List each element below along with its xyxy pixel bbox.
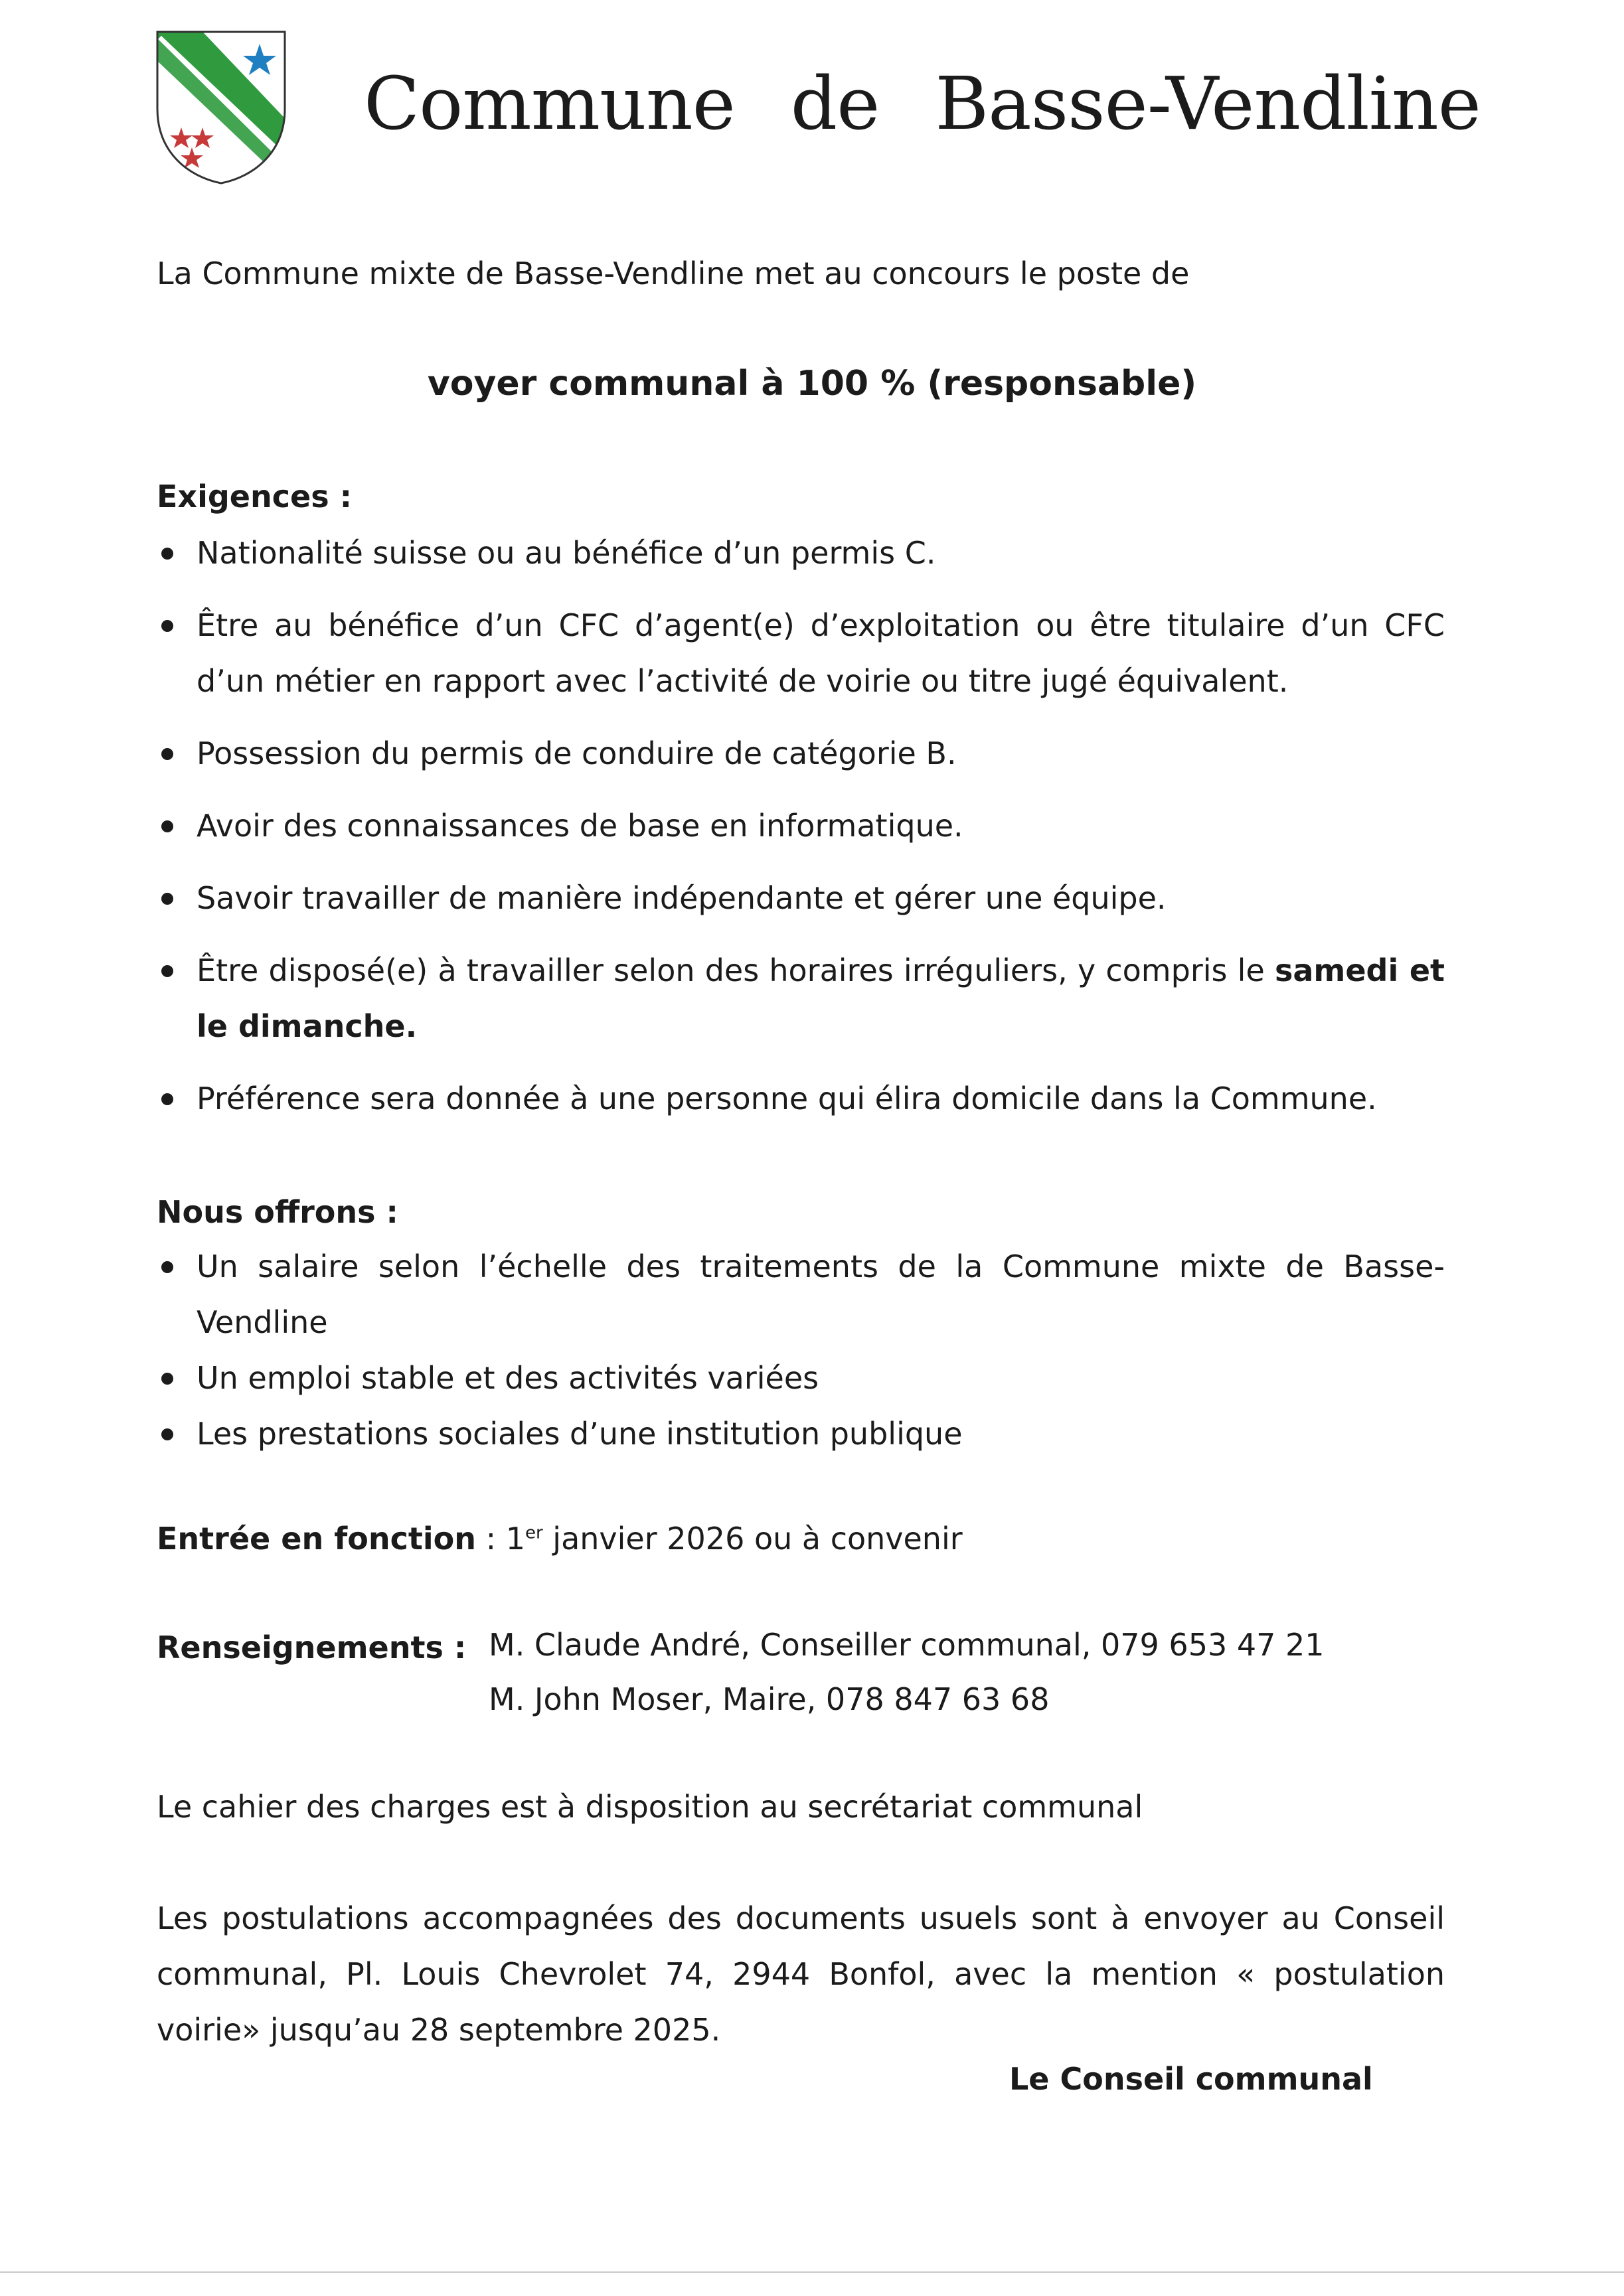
contact-line: M. Claude André, Conseiller communal, 079 653 47 21 — [489, 1627, 1325, 1663]
bullet-icon — [161, 893, 173, 905]
list-item: Les prestations sociales d’une institution publique — [157, 1406, 1445, 1462]
list-item: Préférence sera donnée à une personne qui élira domicile dans la Commune. — [157, 1071, 1445, 1126]
info-label: Renseignements : — [157, 1630, 467, 1665]
list-item: Être au bénéfice d’un CFC d’agent(e) d’exploitation ou être titulaire d’un CFC d’un métier en rapport avec l’activité de voirie ou titre jugé équivalent. — [157, 597, 1445, 709]
specs-note: Le cahier des charges est à disposition au secrétariat communal — [157, 1789, 1143, 1825]
commune-crest — [155, 29, 287, 186]
bullet-icon — [161, 620, 173, 632]
requirements-list — [157, 525, 1445, 1143]
bullet-icon — [161, 1093, 173, 1105]
bullet-icon — [161, 1261, 173, 1273]
bullet-icon — [161, 748, 173, 760]
list-item: Avoir des connaissances de base en informatique. — [157, 798, 1445, 854]
bullet-icon — [161, 548, 173, 560]
list-item: Savoir travailler de manière indépendante et gérer une équipe. — [157, 870, 1445, 926]
contact-line: M. John Moser, Maire, 078 847 63 68 — [489, 1681, 1050, 1717]
list-item: Un salaire selon l’échelle des traitements de la Commune mixte de Basse-Vendline — [157, 1239, 1445, 1350]
start-date-line: Entrée en fonction : 1er janvier 2026 ou à convenir — [157, 1521, 963, 1557]
page-title: Commune de Basse-Vendline — [364, 61, 1481, 146]
bullet-icon — [161, 1428, 173, 1440]
bullet-icon — [161, 1373, 173, 1385]
list-item: Possession du permis de conduire de catégorie B. — [157, 726, 1445, 781]
bullet-icon — [161, 820, 173, 832]
intro-text: La Commune mixte de Basse-Vendline met au concours le poste de — [157, 256, 1190, 291]
signature: Le Conseil communal — [1009, 2061, 1373, 2097]
list-item: Un emploi stable et des activités variées — [157, 1350, 1445, 1406]
page-bottom-rule — [0, 2271, 1624, 2273]
requirements-heading: Exigences : — [157, 479, 352, 514]
start-date-label: Entrée en fonction — [157, 1521, 476, 1557]
offer-list — [157, 1239, 1445, 1462]
application-paragraph: Les postulations accompagnées des documents usuels sont à envoyer au Conseil communal, Pl. Louis Chevrolet 74, 2944 Bonfol, avec la mention « postulation voirie» jusqu’au 28 septembre 2025. — [157, 1900, 1445, 2048]
offer-heading: Nous offrons : — [157, 1194, 398, 1230]
list-item: Nationalité suisse ou au bénéfice d’un permis C. — [157, 525, 1445, 581]
post-title: voyer communal à 100 % (responsable) — [427, 364, 1197, 404]
list-item: Être disposé(e) à travailler selon des horaires irréguliers, y compris le samedi et le dimanche. — [157, 943, 1445, 1054]
bullet-icon — [161, 965, 173, 977]
